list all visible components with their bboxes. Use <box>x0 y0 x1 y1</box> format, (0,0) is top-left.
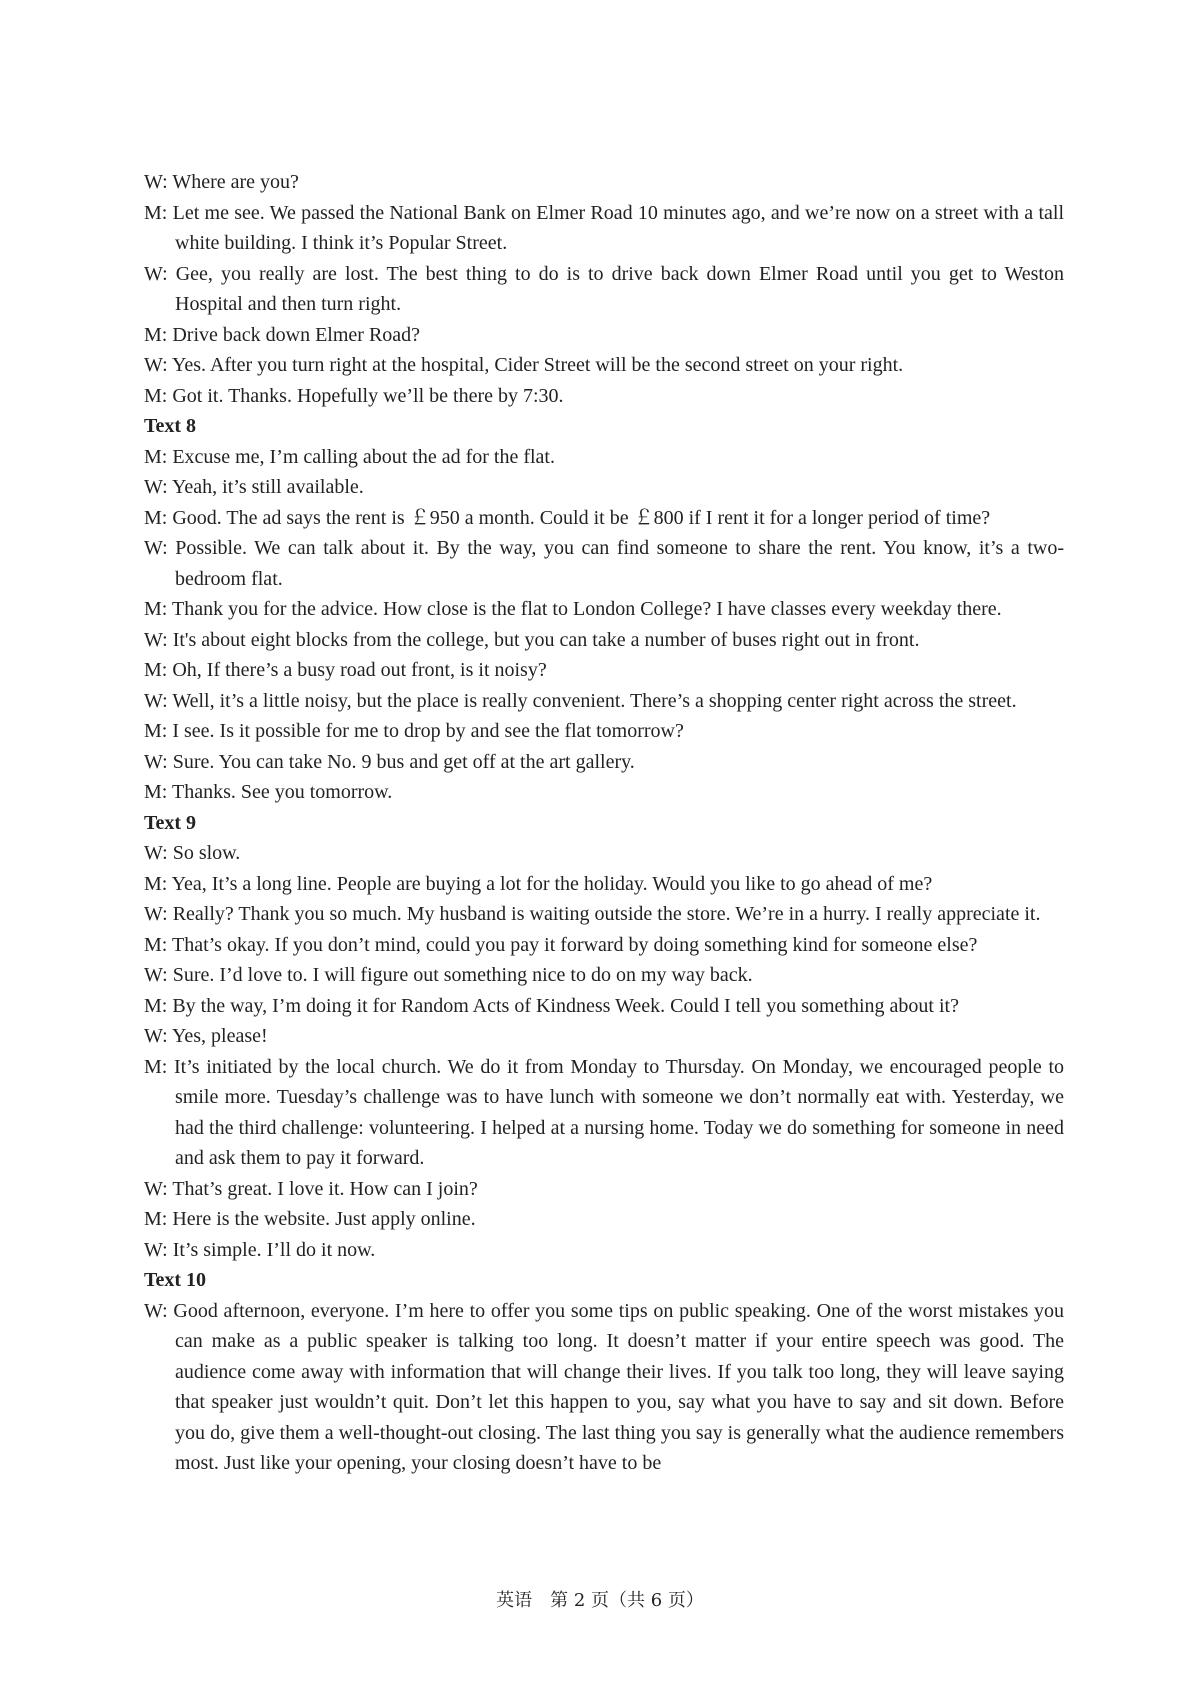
dialogue-line: M: Oh, If there’s a busy road out front, is it noisy? <box>144 659 547 681</box>
dialogue-line: M: Yea, It’s a long line. People are buying a lot for the holiday. Would you like to go ahead of me? <box>144 872 933 895</box>
dialogue-line: W: Really? Thank you so much. My husband is waiting outside the store. We’re in a hurry. I really appreciate it. <box>144 903 1041 925</box>
dialogue-line: M: Thank you for the advice. How close is the flat to London College? I have classes every weekday there. <box>144 598 1002 620</box>
dialogue-line: W: Yes, please! <box>144 1025 268 1047</box>
monologue-paragraph: W: Good afternoon, everyone. I’m here to offer you some tips on public speaking. One of the worst mistakes you can make as a public speaker is talking too long. It doesn’t matter if your entire speech was good. The audience come away with information that will change their lives. If you talk too long, they will leave saying that speaker just wouldn’t quit. Don’t let this happen to you, say what you have to say and sit down. Before you do, give them a well-thought-out closing. The last thing you say is generally what the audience remembers most. Just like your opening, your closing doesn’t have to be <box>144 1299 1064 1474</box>
dialogue-line: M: I see. Is it possible for me to drop by and see the flat tomorrow? <box>144 720 684 742</box>
dialogue-line: W: So slow. <box>144 842 241 864</box>
dialogue-line: W: Gee, you really are lost. The best thing to do is to drive back down Elmer Road until you get to Weston Hospital and then turn right. <box>144 262 1064 315</box>
section-heading-text-10: Text 10 <box>144 1269 207 1291</box>
transcript-body <box>144 167 1064 1479</box>
page-footer: 英语 第 2 页（共 6 页） <box>496 1590 704 1611</box>
dialogue-line: M: Drive back down Elmer Road? <box>144 323 421 346</box>
dialogue-line: W: Where are you? <box>144 171 299 193</box>
dialogue-line: W: Well, it’s a little noisy, but the place is really convenient. There’s a shopping center right across the street. <box>144 689 1017 712</box>
dialogue-line: M: Thanks. See you tomorrow. <box>144 781 393 803</box>
dialogue-line: M: Here is the website. Just apply online. <box>144 1208 476 1230</box>
dialogue-line: W: Yes. After you turn right at the hospital, Cider Street will be the second street on your right. <box>144 354 904 376</box>
dialogue-line: M: Let me see. We passed the National Bank on Elmer Road 10 minutes ago, and we’re now on a street with a tall white building. I think it’s Popular Street. <box>144 201 1064 254</box>
dialogue-line: M: That’s okay. If you don’t mind, could you pay it forward by doing something kind for someone else? <box>144 933 978 956</box>
dialogue-line: M: Good. The ad says the rent is ￡950 a month. Could it be ￡800 if I rent it for a longer period of time? <box>144 506 991 529</box>
dialogue-line: W: Sure. You can take No. 9 bus and get off at the art gallery. <box>144 750 635 773</box>
section-heading-text-8: Text 8 <box>144 415 197 437</box>
dialogue-line: W: Sure. I’d love to. I will figure out something nice to do on my way back. <box>144 964 753 986</box>
dialogue-line: W: Possible. We can talk about it. By the way, you can find someone to share the rent. You know, it’s a two-bedroom flat. <box>144 537 1064 590</box>
dialogue-line: W: Yeah, it’s still available. <box>144 476 364 498</box>
dialogue-line: M: By the way, I’m doing it for Random Acts of Kindness Week. Could I tell you something about it? <box>144 994 959 1017</box>
section-heading-text-9: Text 9 <box>144 811 197 834</box>
dialogue-line: W: It's about eight blocks from the college, but you can take a number of buses right out in front. <box>144 628 920 651</box>
dialogue-line: M: Got it. Thanks. Hopefully we’ll be there by 7:30. <box>144 384 564 407</box>
dialogue-line: W: It’s simple. I’ll do it now. <box>144 1238 376 1261</box>
dialogue-line: W: That’s great. I love it. How can I join? <box>144 1177 478 1200</box>
dialogue-line: M: Excuse me, I’m calling about the ad for the flat. <box>144 445 555 468</box>
dialogue-line: M: It’s initiated by the local church. We do it from Monday to Thursday. On Monday, we encouraged people to smile more. Tuesday’s challenge was to have lunch with someone we don’t normally eat with. Yesterday, we had the third challenge: volunteering. I helped at a nursing home. Today we do something for someone in need and ask them to pay it forward. <box>144 1055 1064 1169</box>
